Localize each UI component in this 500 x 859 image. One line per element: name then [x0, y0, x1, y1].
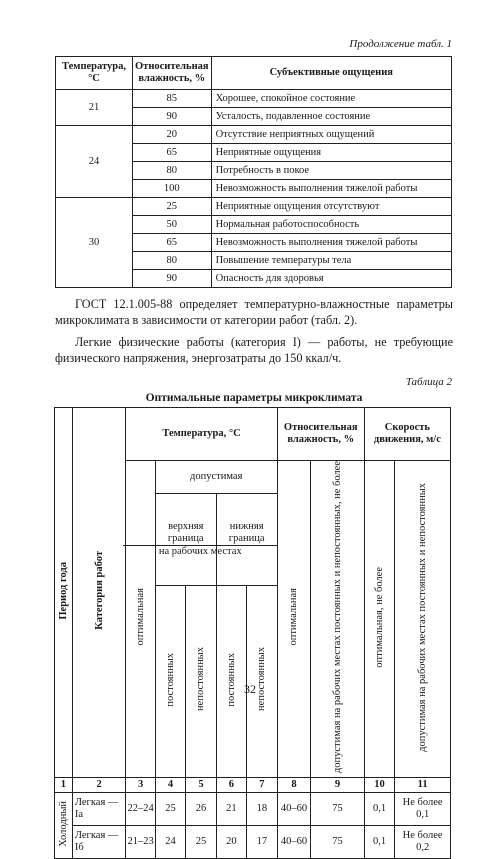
table-row: [55, 826, 451, 859]
header-lower-nonpermanent: непостоянных: [247, 585, 278, 777]
sensation-cell: Отсутствие неприятных ощущений: [211, 126, 451, 144]
value-cell: 40–60: [277, 793, 311, 826]
header-hum-optimal: оптимальная: [277, 461, 311, 778]
value-cell: 18: [247, 793, 278, 826]
value-cell: 22–24: [126, 793, 155, 826]
temperature-cell: 24: [56, 126, 133, 198]
humidity-cell: 85: [133, 90, 212, 108]
column-number: 2: [72, 778, 126, 793]
table-continuation-label: Продолжение табл. 1: [349, 38, 452, 50]
column-number: 8: [277, 778, 311, 793]
humidity-cell: 65: [133, 144, 212, 162]
humidity-cell: 20: [133, 126, 212, 144]
sensation-cell: Усталость, подавленное состояние: [211, 108, 451, 126]
table-row: [56, 90, 452, 108]
sensation-cell: Хорошее, спокойное состояние: [211, 90, 451, 108]
sensation-cell: Опасность для здоровья: [211, 270, 451, 288]
header-humidity: Относительная влажность, %: [133, 57, 212, 90]
column-number: 4: [155, 778, 185, 793]
header-humidity-group: Относительная влажность, %: [277, 408, 364, 461]
table-header-row: [56, 57, 452, 90]
header-speed-optimal: оптимальная, не более: [364, 461, 394, 778]
sensation-cell: Невозможность выполнения тяжелой работы: [211, 180, 451, 198]
value-cell: 0,1: [364, 826, 394, 859]
value-cell: Не более 0,1: [395, 793, 451, 826]
table2-label: Таблица 2: [405, 376, 452, 388]
sensation-cell: Нормальная работоспособность: [211, 216, 451, 234]
column-number-row: [55, 778, 451, 793]
sensation-cell: Неприятные ощущения отсутствуют: [211, 198, 451, 216]
humidity-sensation-table: [55, 56, 452, 288]
header-temp-allowed: допустимая: [155, 461, 277, 494]
header-speed-allowed: допустимая на рабочих местах постоянных и непостоянных: [395, 461, 451, 778]
column-number: 5: [186, 778, 216, 793]
table-row: [55, 793, 451, 826]
header-temp-optimal: оптимальная: [126, 461, 155, 778]
column-number: 3: [126, 778, 155, 793]
table2-title: Оптимальные параметры микроклимата: [145, 392, 363, 404]
header-upper-nonpermanent: непостоянных: [186, 585, 216, 777]
value-cell: 21: [216, 793, 246, 826]
value-cell: 26: [186, 793, 216, 826]
sensation-cell: Неприятные ощущения: [211, 144, 451, 162]
sensation-cell: Повышение температуры тела: [211, 252, 451, 270]
header-lower-permanent: постоянных: [216, 585, 246, 777]
table-row: [56, 198, 452, 216]
value-cell: 24: [155, 826, 185, 859]
table-row: [56, 126, 452, 144]
header-upper-bound: верхняя граница на рабочих местах: [155, 493, 216, 585]
humidity-cell: 25: [133, 198, 212, 216]
column-number: 7: [247, 778, 278, 793]
period-cell: Холодный: [55, 793, 73, 859]
column-number: 1: [55, 778, 73, 793]
category-cell: Легкая — Ia: [72, 793, 126, 826]
temperature-cell: 30: [56, 198, 133, 288]
paragraph-gost: ГОСТ 12.1.005-88 определяет температурно-влажностные параметры микроклимата в зависимости от категории работ (табл. 2).: [55, 297, 453, 327]
humidity-cell: 50: [133, 216, 212, 234]
humidity-cell: 90: [133, 108, 212, 126]
value-cell: 0,1: [364, 793, 394, 826]
sensation-cell: Потребность в покое: [211, 162, 451, 180]
value-cell: 75: [311, 793, 365, 826]
column-number: 10: [364, 778, 394, 793]
humidity-cell: 100: [133, 180, 212, 198]
header-lower-bound: нижняя граница: [216, 493, 277, 585]
header-hum-allowed: допустимая на рабочих местах постоянных и непостоянных, не более: [311, 461, 365, 778]
header-upper-permanent: постоянных: [155, 585, 185, 777]
humidity-cell: 65: [133, 234, 212, 252]
value-cell: 17: [247, 826, 278, 859]
sensation-cell: Невозможность выполнения тяжелой работы: [211, 234, 451, 252]
value-cell: 40–60: [277, 826, 311, 859]
value-cell: Не более 0,2: [395, 826, 451, 859]
value-cell: 25: [186, 826, 216, 859]
microclimate-table: [54, 407, 451, 859]
category-cell: Легкая — Iб: [72, 826, 126, 859]
column-number: 11: [395, 778, 451, 793]
temperature-cell: 21: [56, 90, 133, 126]
humidity-cell: 80: [133, 252, 212, 270]
header-sensations: Субъективные ощущения: [211, 57, 451, 90]
header-temperature: Температура, °С: [56, 57, 133, 90]
column-number: 6: [216, 778, 246, 793]
paragraph-light-work: Легкие физические работы (категория I) — работы, не требующие физического напряжения, энергозатраты до 150 ккал/ч.: [55, 335, 453, 365]
header-temperature-group: Температура, °С: [126, 408, 277, 461]
header-at-workplaces: на рабочих местах: [123, 545, 278, 558]
header-period: Период года: [55, 408, 73, 778]
humidity-cell: 80: [133, 162, 212, 180]
header-category: Категория работ: [72, 408, 126, 778]
header-speed-group: Скорость движения, м/с: [364, 408, 450, 461]
humidity-cell: 90: [133, 270, 212, 288]
value-cell: 75: [311, 826, 365, 859]
column-number: 9: [311, 778, 365, 793]
value-cell: 25: [155, 793, 185, 826]
page-number: 32: [244, 682, 256, 696]
value-cell: 21–23: [126, 826, 155, 859]
value-cell: 20: [216, 826, 246, 859]
